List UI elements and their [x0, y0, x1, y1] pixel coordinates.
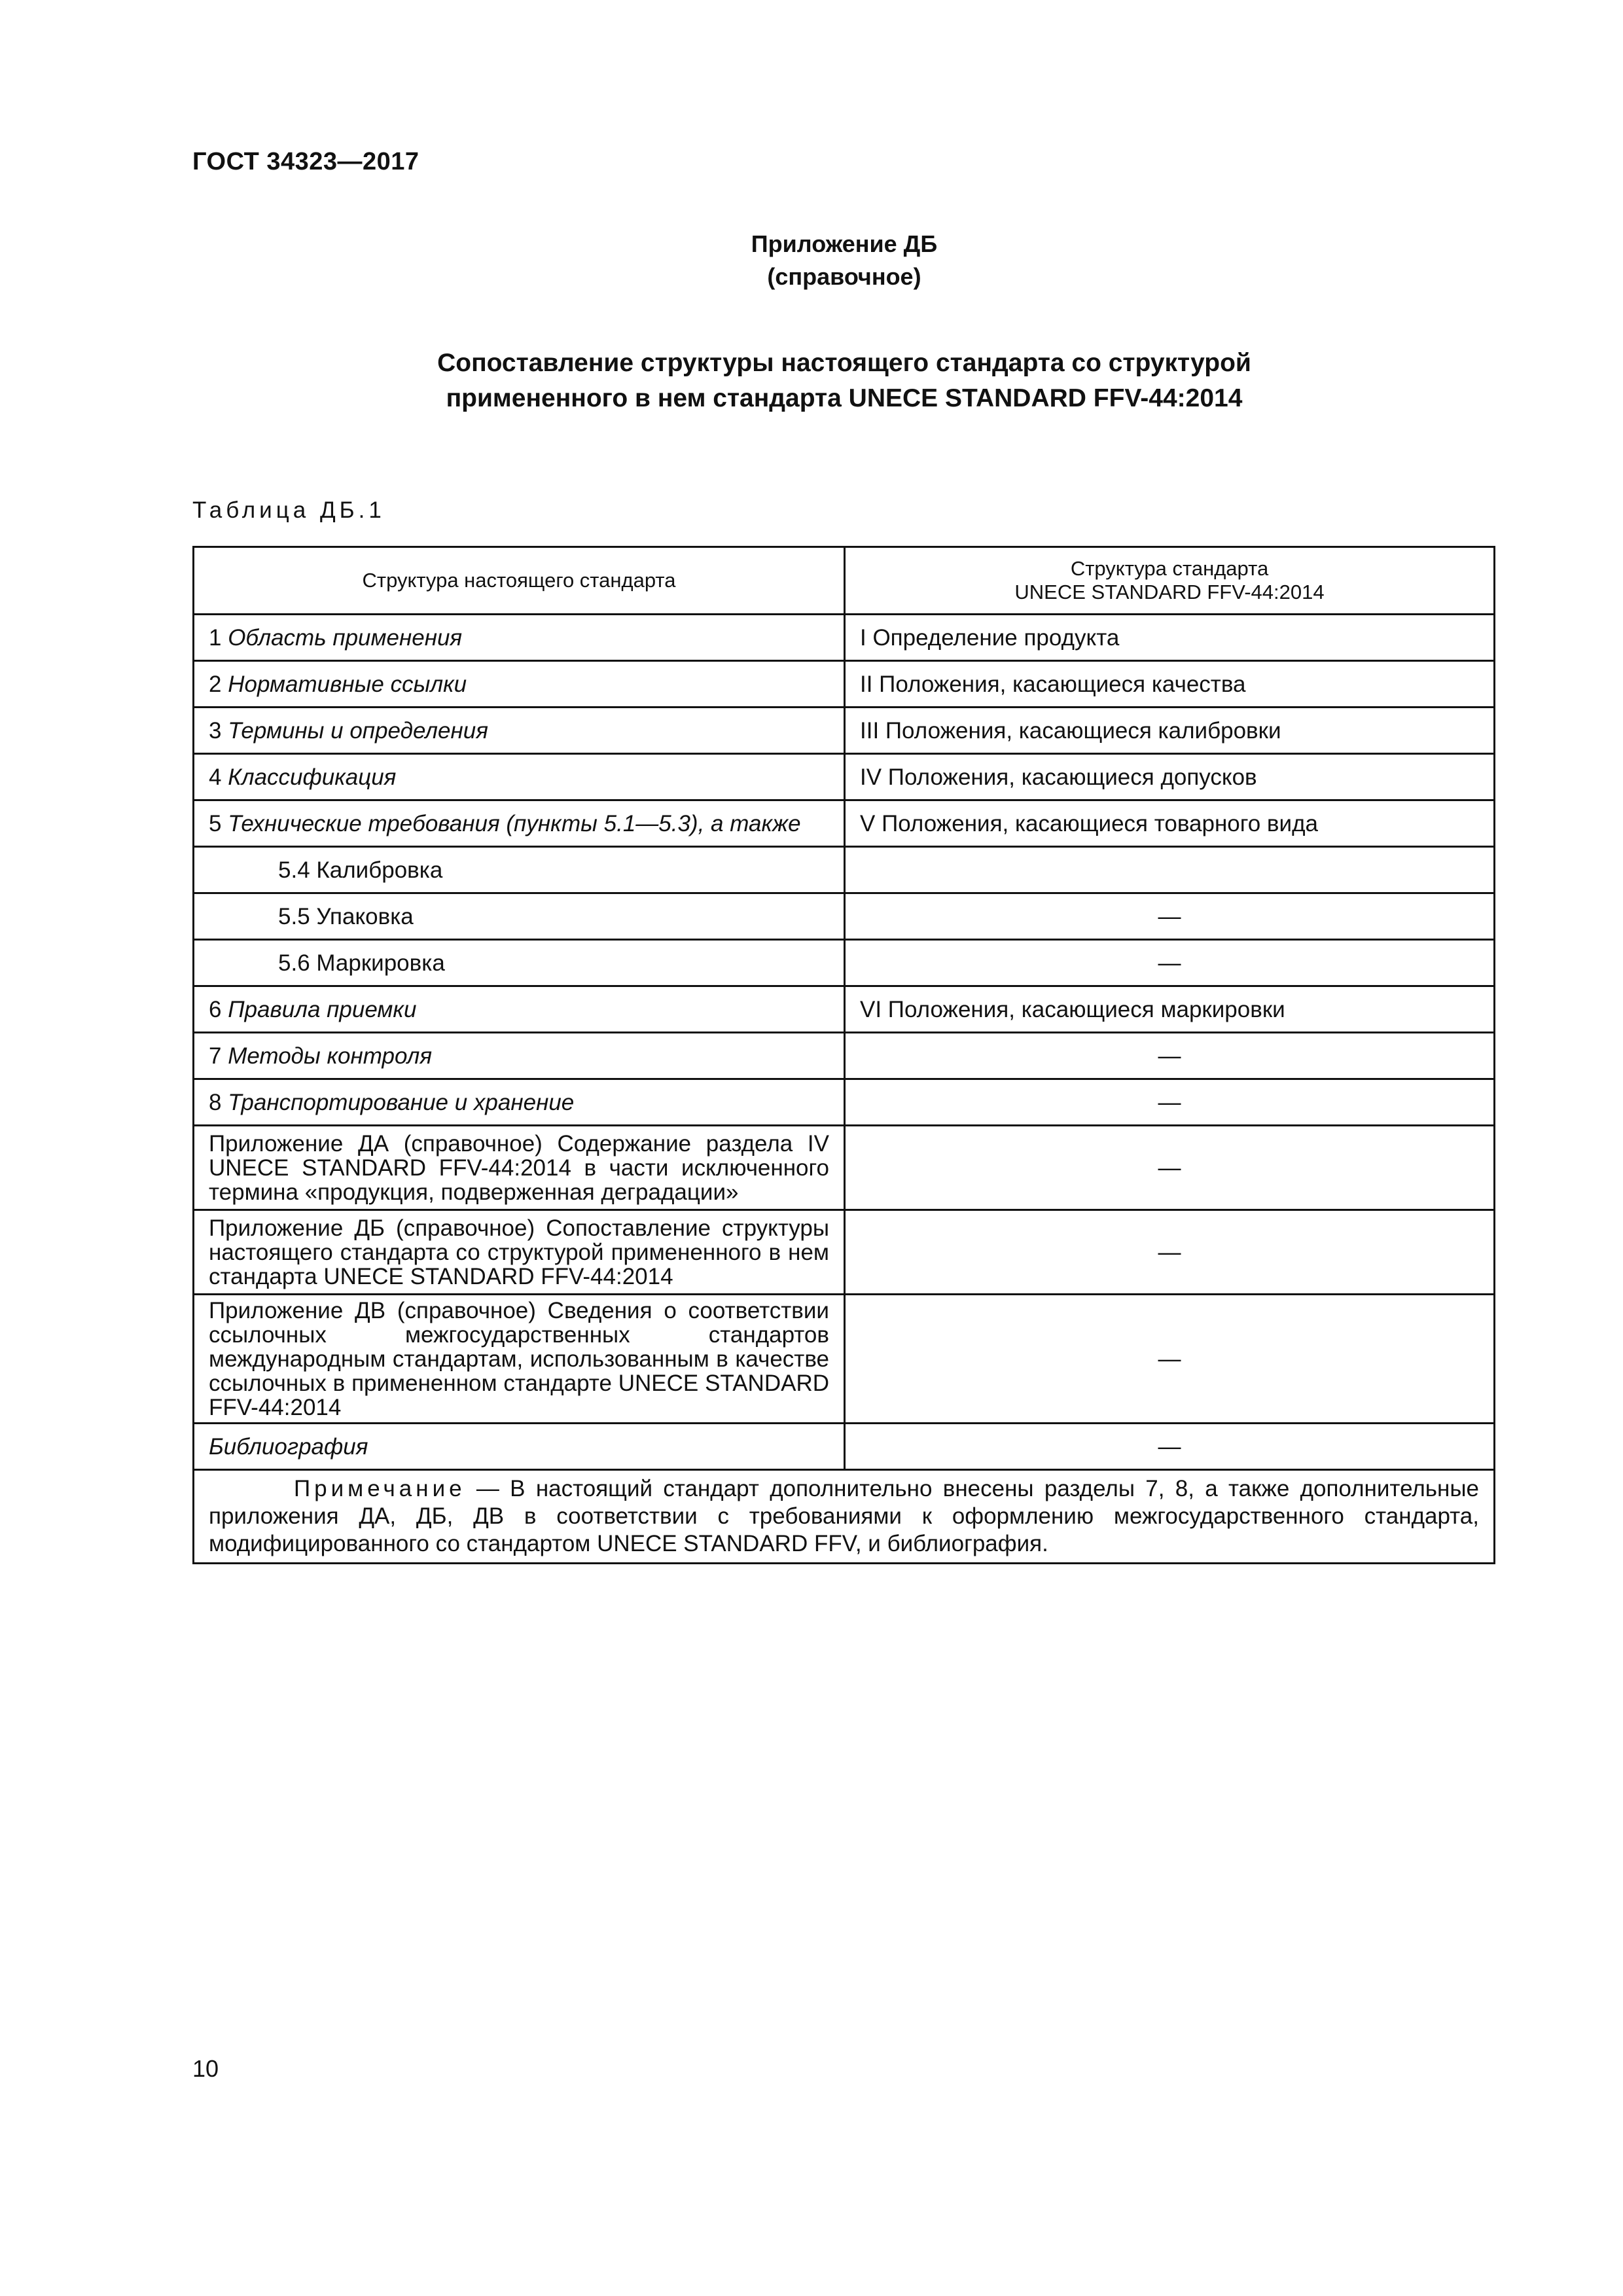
appendix-subtitle: (справочное) — [767, 263, 921, 290]
section-title: Классификация — [228, 764, 397, 790]
table-row — [194, 661, 1495, 708]
section-title: Нормативные ссылки — [228, 671, 467, 697]
section-title: Правила приемки — [228, 996, 417, 1022]
row-number: 7 — [209, 1043, 222, 1069]
header-left: Структура настоящего стандарта — [194, 547, 845, 615]
table-row — [194, 708, 1495, 754]
dash-cell: — — [845, 1126, 1495, 1210]
right-cell: II Положения, касающиеся качества — [845, 661, 1495, 708]
section-title: Технические требования (пункты 5.1—5.3), а также — [228, 810, 801, 836]
row-number: 5 — [209, 810, 222, 836]
row-number: 6 — [209, 996, 222, 1022]
dash-cell: — — [845, 1295, 1495, 1424]
left-cell — [194, 708, 845, 754]
header-right-line-1: Структура стандарта — [1070, 557, 1269, 580]
left-cell — [194, 1079, 845, 1126]
table-row — [194, 615, 1495, 661]
bibliography-cell: Библиография — [194, 1424, 845, 1470]
section-title: Термины и определения — [228, 717, 488, 744]
section-title: Методы контроля — [228, 1043, 433, 1069]
table-row — [194, 1210, 1495, 1295]
subsection-cell: 5.6 Маркировка — [194, 940, 845, 986]
left-cell — [194, 615, 845, 661]
document-title — [0, 346, 1623, 416]
table-row — [194, 1295, 1495, 1424]
table-row — [194, 1424, 1495, 1470]
row-number: 3 — [209, 717, 222, 744]
right-cell: III Положения, касающиеся калибровки — [845, 708, 1495, 754]
appendix-db-cell: Приложение ДБ (справочное) Сопоставление структуры настоящего стандарта со структурой примененного в нем стандарта UNECE STANDARD FFV-44:2014 — [194, 1210, 845, 1295]
table-note — [194, 1470, 1495, 1564]
left-cell — [194, 1033, 845, 1079]
dash-cell: — — [845, 1424, 1495, 1470]
right-cell: IV Положения, касающиеся допусков — [845, 754, 1495, 800]
note-label: Примечание — [294, 1476, 466, 1501]
page-number: 10 — [192, 2055, 219, 2082]
right-cell — [845, 847, 1495, 893]
row-number: 4 — [209, 764, 222, 790]
left-cell — [194, 986, 845, 1033]
right-cell: VI Положения, касающиеся маркировки — [845, 986, 1495, 1033]
table-row — [194, 1033, 1495, 1079]
table-row — [194, 893, 1495, 940]
dash-cell: — — [845, 893, 1495, 940]
table-row — [194, 940, 1495, 986]
table-row — [194, 1079, 1495, 1126]
table-label: Таблица ДБ.1 — [192, 497, 385, 523]
table-note-row — [194, 1470, 1495, 1564]
table-row — [194, 986, 1495, 1033]
section-title: Транспортирование и хранение — [228, 1089, 575, 1115]
right-cell: I Определение продукта — [845, 615, 1495, 661]
left-cell — [194, 754, 845, 800]
left-cell — [194, 661, 845, 708]
table-row — [194, 754, 1495, 800]
section-title: Область применения — [228, 624, 463, 651]
subsection-cell: 5.5 Упаковка — [194, 893, 845, 940]
dash-cell: — — [845, 1210, 1495, 1295]
row-number: 8 — [209, 1089, 222, 1115]
header-right-line-2: UNECE STANDARD FFV-44:2014 — [1014, 581, 1325, 603]
subsection-cell: 5.4 Калибровка — [194, 847, 845, 893]
row-number: 2 — [209, 671, 222, 697]
appendix-dv-cell: Приложение ДВ (справочное) Сведения о соответствии ссылочных межгосударственных стандартов международным стандартам, использованным в качестве ссылочных в примененном стандарте UNECE STANDARD FFV-44:2014 — [194, 1295, 845, 1424]
left-cell — [194, 800, 845, 847]
appendix-title: Приложение ДБ — [751, 230, 938, 257]
dash-cell: — — [845, 940, 1495, 986]
header-right — [845, 547, 1495, 615]
appendix-da-cell: Приложение ДА (справочное) Содержание раздела IV UNECE STANDARD FFV-44:2014 в части исключенного термина «продукция, подверженная деградации» — [194, 1126, 845, 1210]
table-row — [194, 847, 1495, 893]
table-row — [194, 1126, 1495, 1210]
appendix-heading — [0, 228, 1623, 293]
table-row — [194, 800, 1495, 847]
document-title-line-2: примененного в нем стандарта UNECE STANDARD FFV-44:2014 — [446, 384, 1243, 412]
document-header: ГОСТ 34323—2017 — [192, 148, 419, 175]
dash-cell: — — [845, 1033, 1495, 1079]
row-number: 1 — [209, 624, 222, 651]
structure-comparison-table — [192, 546, 1495, 1564]
table-header-row — [194, 547, 1495, 615]
right-cell: V Положения, касающиеся товарного вида — [845, 800, 1495, 847]
document-title-line-1: Сопоставление структуры настоящего стандарта со структурой — [437, 349, 1251, 377]
dash-cell: — — [845, 1079, 1495, 1126]
note-text: — В настоящий стандарт дополнительно внесены разделы 7, 8, а также дополнительные приложения ДА, ДБ, ДВ в соответствии с требованиями к оформлению межгосударственного стандарта, модифицированного со стандартом UNECE STANDARD FFV, и библиография. — [209, 1476, 1479, 1556]
